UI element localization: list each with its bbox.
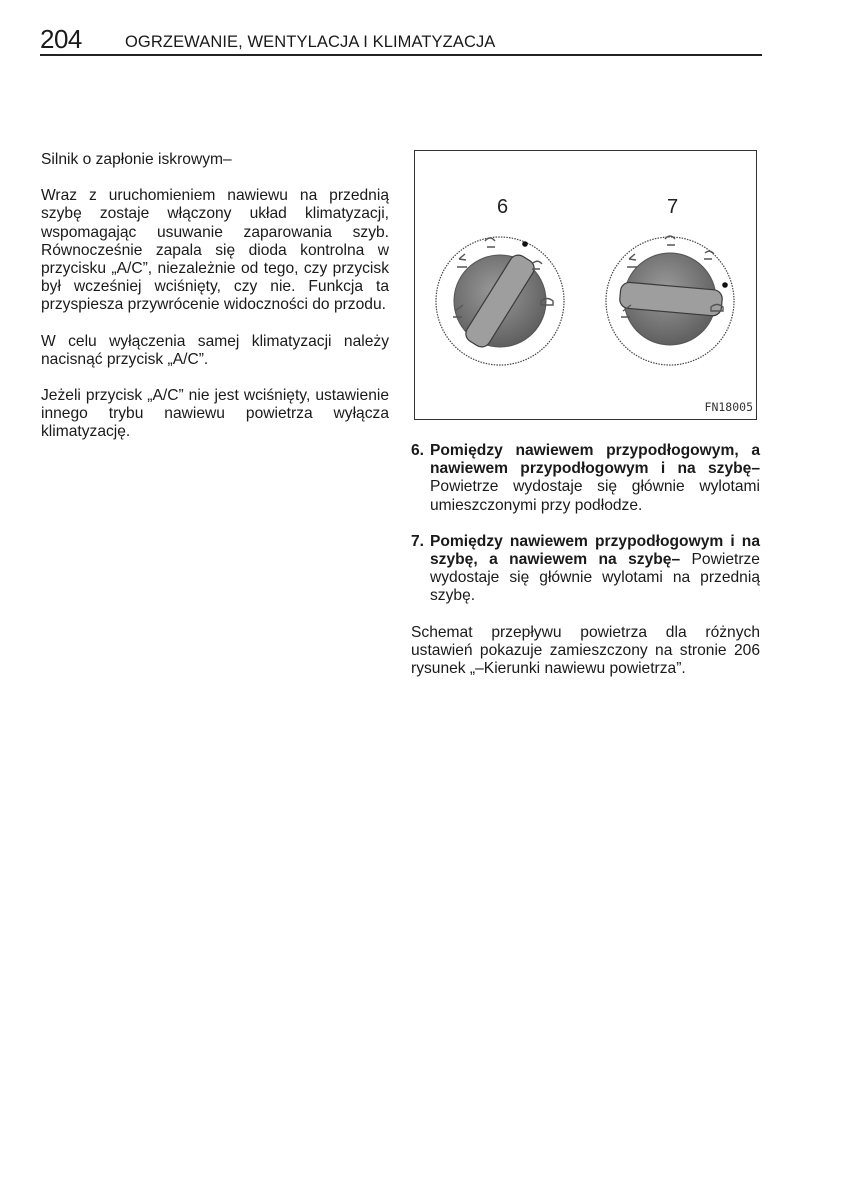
page-number: 204 (40, 24, 82, 54)
dial-7 (606, 196, 734, 365)
figure-code: FN18005 (704, 400, 753, 414)
paragraph-ac-not-pressed: Jeżeli przycisk „A/C” nie jest wciśnięty, ustawienie innego trybu nawiewu powietrza wyłącza klimatyzację. (41, 387, 389, 441)
list-number: 6. (411, 442, 425, 459)
list-item-text: Powietrze wydostaje się głównie wylotami umieszczonymi przy podłodze. (430, 478, 760, 514)
list-item-7 (411, 533, 760, 606)
paragraph-ac-off: W celu wyłączenia samej klimatyzacji należy nacisnąć przycisk „A/C”. (41, 332, 389, 368)
face-vent-icon (627, 254, 637, 267)
foot-defrost-icon (704, 251, 714, 259)
dial-7-label: 7 (667, 196, 679, 218)
paragraph-defrost-ac: Wraz z uruchomieniem nawiewu na przednią szybę zostaje włączony układ klimatyzacji, wspomagając usuwanie zaparowania szyb. Równocześnie zapala się dioda kontrolna w przycisku „A/C”, niezależnie od tego, czy przycisk był wcześniej wciśnięty, czy nie. Funkcja ta przyspiesza przywrócenie widoczności do przodu. (41, 187, 389, 314)
dial-6-indicator-dot (522, 241, 528, 247)
list-number: 7. (411, 532, 425, 550)
dials-figure (414, 150, 757, 420)
list-item-6 (411, 442, 760, 515)
paragraph-engine-type: Silnik o zapłonie iskrowym– (41, 151, 232, 168)
page-header (40, 24, 762, 56)
chapter-title: OGRZEWANIE, WENTYLACJA I KLIMATYZACJA (125, 33, 496, 51)
left-column (41, 151, 389, 460)
dial-6 (436, 196, 564, 365)
closing-paragraph: Schemat przepływu powietrza dla różnych ustawień pokazuje zamieszczony na stronie 206 rysunek „–Kierunki nawiewu powietrza”. (411, 623, 760, 678)
list-item-title: Pomiędzy nawiewem przypodłogowym, a nawiewem przypodłogowym i na szybę– (430, 442, 760, 478)
face-vent-icon (457, 254, 467, 267)
dial-7-indicator-dot (722, 282, 728, 288)
bi-level-icon (485, 238, 495, 247)
dial-6-label: 6 (497, 196, 509, 218)
right-column (411, 442, 760, 678)
list-item-text: Powietrze wydostaje się głównie wylotami na przednią szybę. (430, 551, 760, 605)
dials-illustration (415, 151, 756, 419)
list-item-title: Pomiędzy nawiewem przypodłogowym i na szybę, a nawiewem na szybę– (430, 532, 760, 569)
